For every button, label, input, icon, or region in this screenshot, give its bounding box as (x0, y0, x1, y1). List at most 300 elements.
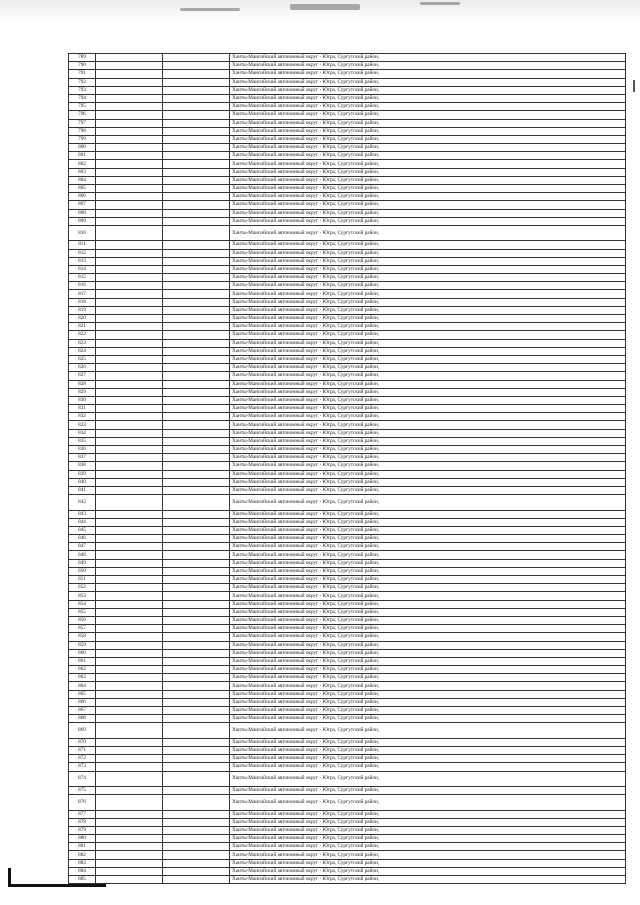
cadastral-number (96, 674, 163, 682)
table-row (69, 405, 626, 413)
address-cell: Ханты-Мансийский автономный округ - Югра, Сургутский район, (230, 738, 626, 746)
row-number: 843 (69, 510, 96, 518)
related-cadastral-number (163, 462, 230, 470)
address-cell: Ханты-Мансийский автономный округ - Югра, Сургутский район, (230, 265, 626, 273)
row-number: 831 (69, 405, 96, 413)
table-row (69, 649, 626, 657)
table-row (69, 559, 626, 567)
row-number: 840 (69, 478, 96, 486)
cadastral-number (96, 826, 163, 834)
cadastral-number (96, 94, 163, 102)
related-cadastral-number (163, 127, 230, 135)
related-cadastral-number (163, 715, 230, 723)
related-cadastral-number (163, 876, 230, 884)
related-cadastral-number (163, 535, 230, 543)
related-cadastral-number (163, 707, 230, 715)
row-number: 852 (69, 584, 96, 592)
row-number: 796 (69, 111, 96, 119)
address-cell: Ханты-Мансийский автономный округ - Югра, Сургутский район, (230, 876, 626, 884)
related-cadastral-number (163, 225, 230, 240)
related-cadastral-number (163, 380, 230, 388)
address-cell: Ханты-Мансийский автономный округ - Югра, Сургутский район, (230, 666, 626, 674)
row-number: 814 (69, 265, 96, 273)
table-row (69, 86, 626, 94)
address-cell: Ханты-Мансийский автономный округ - Югра, Сургутский район, (230, 486, 626, 494)
address-cell: Ханты-Мансийский автономный округ - Югра, Сургутский район, (230, 160, 626, 168)
related-cadastral-number (163, 576, 230, 584)
related-cadastral-number (163, 103, 230, 111)
table-row (69, 843, 626, 851)
address-cell: Ханты-Мансийский автономный округ - Югра, Сургутский район, (230, 421, 626, 429)
cadastral-number (96, 119, 163, 127)
table-row (69, 62, 626, 70)
row-number: 791 (69, 70, 96, 78)
address-cell: Ханты-Мансийский автономный округ - Югра, Сургутский район, (230, 111, 626, 119)
related-cadastral-number (163, 755, 230, 763)
related-cadastral-number (163, 282, 230, 290)
related-cadastral-number (163, 843, 230, 851)
table-row (69, 111, 626, 119)
related-cadastral-number (163, 355, 230, 363)
cadastral-number (96, 559, 163, 567)
row-number: 809 (69, 217, 96, 225)
cadastral-number (96, 372, 163, 380)
scan-smudge (290, 4, 360, 10)
address-cell: Ханты-Мансийский автономный округ - Югра, Сургутский район, (230, 462, 626, 470)
row-number: 872 (69, 755, 96, 763)
table-row (69, 608, 626, 616)
related-cadastral-number (163, 771, 230, 786)
table-row (69, 282, 626, 290)
row-number: 849 (69, 559, 96, 567)
scan-smudge (180, 8, 240, 11)
related-cadastral-number (163, 567, 230, 575)
address-cell: Ханты-Мансийский автономный округ - Югра, Сургутский район, (230, 495, 626, 510)
row-number: 790 (69, 62, 96, 70)
row-number: 811 (69, 241, 96, 249)
row-number: 822 (69, 331, 96, 339)
table-row (69, 380, 626, 388)
cadastral-number (96, 786, 163, 794)
cadastral-number (96, 209, 163, 217)
table-row (69, 518, 626, 526)
cadastral-number (96, 763, 163, 771)
address-cell: Ханты-Мансийский автономный округ - Югра, Сургутский район, (230, 249, 626, 257)
address-cell: Ханты-Мансийский автономный округ - Югра, Сургутский район, (230, 625, 626, 633)
row-number: 862 (69, 666, 96, 674)
cadastral-number (96, 298, 163, 306)
table-row (69, 859, 626, 867)
row-number: 875 (69, 786, 96, 794)
related-cadastral-number (163, 859, 230, 867)
address-cell: Ханты-Мансийский автономный округ - Югра, Сургутский район, (230, 641, 626, 649)
table-row (69, 810, 626, 818)
related-cadastral-number (163, 818, 230, 826)
related-cadastral-number (163, 835, 230, 843)
row-number: 826 (69, 364, 96, 372)
address-cell: Ханты-Мансийский автономный округ - Югра, Сургутский район, (230, 746, 626, 754)
row-number: 813 (69, 257, 96, 265)
row-number: 832 (69, 413, 96, 421)
cadastral-number (96, 290, 163, 298)
related-cadastral-number (163, 62, 230, 70)
table-row (69, 495, 626, 510)
row-number: 876 (69, 795, 96, 810)
row-number: 860 (69, 649, 96, 657)
related-cadastral-number (163, 94, 230, 102)
address-cell: Ханты-Мансийский автономный округ - Югра, Сургутский район, (230, 168, 626, 176)
row-number: 879 (69, 826, 96, 834)
related-cadastral-number (163, 551, 230, 559)
row-number: 816 (69, 282, 96, 290)
address-cell: Ханты-Мансийский автономный округ - Югра, Сургутский район, (230, 298, 626, 306)
row-number: 812 (69, 249, 96, 257)
related-cadastral-number (163, 633, 230, 641)
row-number: 807 (69, 201, 96, 209)
cadastral-number (96, 265, 163, 273)
table-row (69, 160, 626, 168)
address-cell: Ханты-Мансийский автономный округ - Югра, Сургутский район, (230, 867, 626, 875)
table-row (69, 763, 626, 771)
related-cadastral-number (163, 810, 230, 818)
address-cell: Ханты-Мансийский автономный округ - Югра, Сургутский район, (230, 225, 626, 240)
address-cell: Ханты-Мансийский автономный округ - Югра, Сургутский район, (230, 526, 626, 534)
address-cell: Ханты-Мансийский автономный округ - Югра, Сургутский район, (230, 576, 626, 584)
row-number: 824 (69, 347, 96, 355)
cadastral-number (96, 421, 163, 429)
related-cadastral-number (163, 298, 230, 306)
cadastral-number (96, 584, 163, 592)
related-cadastral-number (163, 795, 230, 810)
row-number: 850 (69, 567, 96, 575)
cadastral-number (96, 274, 163, 282)
related-cadastral-number (163, 738, 230, 746)
row-number: 838 (69, 462, 96, 470)
related-cadastral-number (163, 86, 230, 94)
row-number: 884 (69, 867, 96, 875)
cadastral-number (96, 690, 163, 698)
address-cell: Ханты-Мансийский автономный округ - Югра, Сургутский район, (230, 201, 626, 209)
cadastral-number (96, 323, 163, 331)
row-number: 848 (69, 551, 96, 559)
address-cell: Ханты-Мансийский автономный округ - Югра, Сургутский район, (230, 282, 626, 290)
table-row (69, 818, 626, 826)
cadastral-number (96, 470, 163, 478)
related-cadastral-number (163, 152, 230, 160)
row-number: 818 (69, 298, 96, 306)
row-number: 883 (69, 859, 96, 867)
table-row (69, 851, 626, 859)
row-number: 837 (69, 454, 96, 462)
row-number: 854 (69, 600, 96, 608)
cadastral-number (96, 625, 163, 633)
address-cell: Ханты-Мансийский автономный округ - Югра, Сургутский район, (230, 176, 626, 184)
cadastral-number (96, 144, 163, 152)
cadastral-number (96, 600, 163, 608)
address-cell: Ханты-Мансийский автономный округ - Югра, Сургутский район, (230, 851, 626, 859)
related-cadastral-number (163, 851, 230, 859)
table-row (69, 470, 626, 478)
table-row (69, 176, 626, 184)
table-row (69, 592, 626, 600)
row-number: 803 (69, 168, 96, 176)
cadastral-number (96, 771, 163, 786)
related-cadastral-number (163, 470, 230, 478)
cadastral-number (96, 201, 163, 209)
address-cell: Ханты-Мансийский автономный округ - Югра, Сургутский район, (230, 54, 626, 62)
cadastral-number (96, 738, 163, 746)
row-number: 797 (69, 119, 96, 127)
table-row (69, 347, 626, 355)
cadastral-number (96, 380, 163, 388)
address-cell: Ханты-Мансийский автономный округ - Югра, Сургутский район, (230, 193, 626, 201)
cadastral-number (96, 127, 163, 135)
related-cadastral-number (163, 193, 230, 201)
related-cadastral-number (163, 649, 230, 657)
address-cell: Ханты-Мансийский автономный округ - Югра, Сургутский район, (230, 818, 626, 826)
row-number: 799 (69, 135, 96, 143)
address-cell: Ханты-Мансийский автономный округ - Югра, Сургутский район, (230, 347, 626, 355)
address-cell: Ханты-Мансийский автономный округ - Югра, Сургутский район, (230, 535, 626, 543)
scan-smudge (420, 2, 460, 5)
table-row (69, 674, 626, 682)
address-cell: Ханты-Мансийский автономный округ - Югра, Сургутский район, (230, 723, 626, 738)
row-number: 823 (69, 339, 96, 347)
address-cell: Ханты-Мансийский автономный округ - Югра, Сургутский район, (230, 396, 626, 404)
row-number: 795 (69, 103, 96, 111)
cadastral-number (96, 347, 163, 355)
related-cadastral-number (163, 119, 230, 127)
related-cadastral-number (163, 446, 230, 454)
row-number: 825 (69, 355, 96, 363)
address-cell: Ханты-Мансийский автономный округ - Югра, Сургутский район, (230, 559, 626, 567)
table-row (69, 567, 626, 575)
address-cell: Ханты-Мансийский автономный округ - Югра, Сургутский район, (230, 405, 626, 413)
related-cadastral-number (163, 437, 230, 445)
table-row (69, 103, 626, 111)
cadastral-number (96, 876, 163, 884)
table-row (69, 339, 626, 347)
address-cell: Ханты-Мансийский автономный округ - Югра, Сургутский район, (230, 135, 626, 143)
related-cadastral-number (163, 209, 230, 217)
cadastral-number (96, 364, 163, 372)
cadastral-number (96, 193, 163, 201)
address-cell: Ханты-Мансийский автономный округ - Югра, Сургутский район, (230, 470, 626, 478)
cadastral-number (96, 185, 163, 193)
table-row (69, 633, 626, 641)
table-row (69, 576, 626, 584)
table-row (69, 193, 626, 201)
table-row (69, 657, 626, 665)
address-cell: Ханты-Мансийский автономный округ - Югра, Сургутский район, (230, 698, 626, 706)
table-row (69, 755, 626, 763)
related-cadastral-number (163, 454, 230, 462)
related-cadastral-number (163, 54, 230, 62)
related-cadastral-number (163, 616, 230, 624)
table-row (69, 510, 626, 518)
cadastral-number (96, 454, 163, 462)
table-row (69, 551, 626, 559)
address-cell: Ханты-Мансийский автономный округ - Югра, Сургутский район, (230, 339, 626, 347)
table-row (69, 265, 626, 273)
related-cadastral-number (163, 478, 230, 486)
related-cadastral-number (163, 510, 230, 518)
address-cell: Ханты-Мансийский автономный округ - Югра, Сургутский район, (230, 826, 626, 834)
cadastral-number (96, 135, 163, 143)
address-cell: Ханты-Мансийский автономный округ - Югра, Сургутский район, (230, 86, 626, 94)
row-number: 817 (69, 290, 96, 298)
cadastral-number (96, 649, 163, 657)
cadastral-number (96, 396, 163, 404)
address-cell: Ханты-Мансийский автономный округ - Югра, Сургутский район, (230, 707, 626, 715)
related-cadastral-number (163, 826, 230, 834)
row-number: 802 (69, 160, 96, 168)
address-cell: Ханты-Мансийский автономный округ - Югра, Сургутский район, (230, 584, 626, 592)
related-cadastral-number (163, 592, 230, 600)
cadastral-table (68, 53, 626, 884)
related-cadastral-number (163, 144, 230, 152)
table-row (69, 641, 626, 649)
address-cell: Ханты-Мансийский автономный округ - Югра, Сургутский район, (230, 364, 626, 372)
cadastral-number (96, 543, 163, 551)
address-cell: Ханты-Мансийский автономный округ - Югра, Сургутский район, (230, 454, 626, 462)
table-row (69, 771, 626, 786)
cadastral-number (96, 495, 163, 510)
table-row (69, 446, 626, 454)
address-cell: Ханты-Мансийский автономный округ - Югра, Сургутский район, (230, 649, 626, 657)
related-cadastral-number (163, 495, 230, 510)
table-row (69, 437, 626, 445)
address-cell: Ханты-Мансийский автономный округ - Югра, Сургутский район, (230, 103, 626, 111)
row-number: 841 (69, 486, 96, 494)
table-row (69, 738, 626, 746)
cadastral-number (96, 241, 163, 249)
row-number: 882 (69, 851, 96, 859)
cadastral-number (96, 867, 163, 875)
table-row (69, 746, 626, 754)
table-row (69, 241, 626, 249)
row-number: 798 (69, 127, 96, 135)
table-row (69, 698, 626, 706)
cadastral-number (96, 818, 163, 826)
table-row (69, 421, 626, 429)
cadastral-number (96, 666, 163, 674)
related-cadastral-number (163, 315, 230, 323)
table-row (69, 486, 626, 494)
address-cell: Ханты-Мансийский автономный округ - Югра, Сургутский район, (230, 518, 626, 526)
cadastral-number (96, 225, 163, 240)
cadastral-number (96, 616, 163, 624)
row-number: 856 (69, 616, 96, 624)
cadastral-number (96, 592, 163, 600)
row-number: 842 (69, 495, 96, 510)
address-cell: Ханты-Мансийский автономный округ - Югра, Сургутский район, (230, 715, 626, 723)
table-row (69, 135, 626, 143)
related-cadastral-number (163, 682, 230, 690)
table-row (69, 795, 626, 810)
row-number: 846 (69, 535, 96, 543)
table-row (69, 876, 626, 884)
row-number: 808 (69, 209, 96, 217)
table-row (69, 298, 626, 306)
row-number: 881 (69, 843, 96, 851)
related-cadastral-number (163, 257, 230, 265)
row-number: 869 (69, 723, 96, 738)
row-number: 800 (69, 144, 96, 152)
table-row (69, 209, 626, 217)
row-number: 851 (69, 576, 96, 584)
table-row (69, 707, 626, 715)
related-cadastral-number (163, 201, 230, 209)
cadastral-number (96, 835, 163, 843)
cadastral-number (96, 682, 163, 690)
address-cell: Ханты-Мансийский автономный округ - Югра, Сургутский район, (230, 600, 626, 608)
row-number: 855 (69, 608, 96, 616)
cadastral-number (96, 576, 163, 584)
table-row (69, 413, 626, 421)
cadastral-number (96, 633, 163, 641)
row-number: 864 (69, 682, 96, 690)
cadastral-number (96, 510, 163, 518)
row-number: 866 (69, 698, 96, 706)
related-cadastral-number (163, 421, 230, 429)
related-cadastral-number (163, 786, 230, 794)
address-cell: Ханты-Мансийский автономный округ - Югра, Сургутский район, (230, 306, 626, 314)
cadastral-number (96, 282, 163, 290)
table-row (69, 127, 626, 135)
cadastral-number (96, 446, 163, 454)
cadastral-number (96, 715, 163, 723)
row-number: 868 (69, 715, 96, 723)
address-cell: Ханты-Мансийский автономный округ - Югра, Сургутский район, (230, 429, 626, 437)
address-cell: Ханты-Мансийский автономный округ - Югра, Сургутский район, (230, 355, 626, 363)
related-cadastral-number (163, 70, 230, 78)
table-row (69, 715, 626, 723)
address-cell: Ханты-Мансийский автономный округ - Югра, Сургутский район, (230, 674, 626, 682)
row-number: 845 (69, 526, 96, 534)
table-row (69, 364, 626, 372)
cadastral-number (96, 707, 163, 715)
address-cell: Ханты-Мансийский автономный округ - Югра, Сургутский район, (230, 241, 626, 249)
table-row (69, 666, 626, 674)
related-cadastral-number (163, 723, 230, 738)
related-cadastral-number (163, 274, 230, 282)
cadastral-number (96, 70, 163, 78)
table-row (69, 835, 626, 843)
row-number: 836 (69, 446, 96, 454)
related-cadastral-number (163, 135, 230, 143)
row-number: 863 (69, 674, 96, 682)
row-number: 853 (69, 592, 96, 600)
address-cell: Ханты-Мансийский автономный округ - Югра, Сургутский район, (230, 315, 626, 323)
address-cell: Ханты-Мансийский автономный округ - Югра, Сургутский район, (230, 859, 626, 867)
related-cadastral-number (163, 405, 230, 413)
table-row (69, 225, 626, 240)
row-number: 820 (69, 315, 96, 323)
cadastral-number (96, 429, 163, 437)
cadastral-number (96, 388, 163, 396)
address-cell: Ханты-Мансийский автономный округ - Югра, Сургутский район, (230, 567, 626, 575)
table-row (69, 454, 626, 462)
row-number: 794 (69, 94, 96, 102)
related-cadastral-number (163, 306, 230, 314)
address-cell: Ханты-Мансийский автономный округ - Югра, Сургутский район, (230, 592, 626, 600)
table-row (69, 119, 626, 127)
related-cadastral-number (163, 265, 230, 273)
address-cell: Ханты-Мансийский автономный округ - Югра, Сургутский район, (230, 127, 626, 135)
address-cell: Ханты-Мансийский автономный округ - Югра, Сургутский район, (230, 843, 626, 851)
address-cell: Ханты-Мансийский автономный округ - Югра, Сургутский район, (230, 209, 626, 217)
